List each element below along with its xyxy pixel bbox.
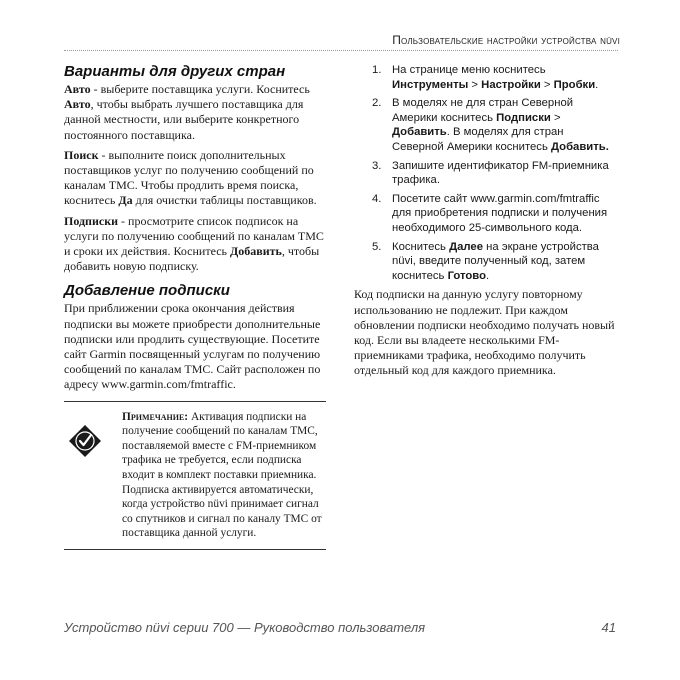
step-item [354, 240, 618, 284]
step-item [354, 63, 618, 92]
step-item [354, 159, 618, 188]
step-text-run: Запишите идентификатор FM-приемника трафика. [392, 159, 609, 187]
step-text-run: . В моделях для стран Северной Америки коснитесь [392, 126, 564, 153]
right-column [354, 63, 618, 384]
paragraph-subscriptions [64, 214, 326, 275]
paragraph-add-subscription: При приближении срока окончания действия подписки вы можете приобрести дополнительные подписки или продлить существующие. Посетите сайт Garmin посвященный услугам по получению сообщений по каналам TMC. Сайт расположен по адресу www.garmin.com/fmtraffic. [64, 301, 321, 392]
step-ui-term: Готово [447, 269, 487, 282]
step-number: 1. [372, 64, 382, 76]
section-heading-other-countries: Варианты для других стран [64, 63, 286, 80]
step-ui-term: Подписки [496, 111, 551, 124]
step-text [392, 159, 618, 188]
step-text-run: > [540, 78, 554, 91]
step-text-run: > [468, 78, 482, 91]
footer-title: Устройство nüvi серии 700 — Руководство пользователя [64, 620, 426, 635]
running-header [60, 33, 620, 47]
step-number: 4. [372, 192, 382, 205]
left-column [64, 63, 326, 550]
step-text [392, 63, 618, 92]
step-text-run: В моделях не для стран Северной Америки коснитесь [392, 97, 574, 124]
term-subscriptions: Подписки [64, 213, 119, 228]
term-yes: Да [118, 193, 133, 208]
text: для очистки таблицы поставщиков. [132, 193, 317, 208]
running-header-text: Пользовательские настройки устройства nüvi [392, 33, 620, 47]
step-ui-term: Далее [449, 240, 484, 253]
step-ui-term: Настройки [481, 78, 541, 91]
step-text-run: > [550, 111, 561, 124]
step-text [392, 240, 618, 284]
text: , чтобы выбрать лучшего поставщика для данной местности, или выберите конкретного постоянного поставщика. [64, 97, 304, 142]
note-box [64, 401, 326, 550]
paragraph-search [64, 148, 326, 209]
step-text-run: На странице меню коснитесь [392, 64, 546, 76]
term-add: Добавить [230, 244, 282, 259]
step-text [392, 192, 618, 236]
text: , чтобы добавить новую подписку. [64, 244, 320, 274]
text: - выполните поиск дополнительных поставщиков услуг по получению сообщений по каналам TMC. Чтобы продлить время поиска, коснитесь [64, 147, 314, 208]
section-heading-add-subscription: Добавление подписки [64, 282, 230, 300]
step-ui-term: Добавить [392, 126, 447, 139]
step-number: 3. [372, 159, 382, 172]
step-item [354, 96, 618, 154]
step-text-run: . [486, 269, 490, 282]
step-text-run: на экране устройства nüvi, введите полученный код, затем коснитесь [392, 240, 599, 282]
paragraph-closing: Код подписки на данную услугу повторному использованию не подлежит. При каждом обновлении подписки необходимо получать новый код. Если вы владеете несколькими FM-приемниками трафика, необходимо получить отдельный код для каждого приемника. [354, 287, 615, 378]
page-number: 41 [601, 620, 616, 635]
term-auto: Авто [64, 82, 91, 96]
step-text [392, 96, 618, 154]
step-ui-term: Инструменты [392, 78, 469, 91]
steps-list [354, 63, 618, 283]
step-ui-term: Добавить. [550, 140, 609, 153]
note-checkmark-icon [68, 424, 102, 458]
paragraph-auto [64, 82, 326, 143]
step-number: 5. [372, 240, 382, 253]
step-text-run: Коснитесь [392, 240, 450, 253]
text: - просмотрите список подписок на услуги по получению сообщений по каналам TMC и сроки их действия. Коснитесь [64, 213, 324, 259]
term-auto-inline: Авто [64, 97, 91, 112]
term-search: Поиск [64, 147, 99, 162]
step-ui-term: Пробки [553, 78, 596, 91]
note-text [122, 410, 326, 541]
note-label: Примечание: [122, 410, 189, 423]
header-divider [64, 50, 618, 51]
step-number: 2. [372, 97, 382, 110]
step-text-run: . [595, 78, 599, 91]
note-body: Активация подписки на получение сообщений по каналам TMC, поставляемой вместе с FM-приемником трафика не требуется, если подписка входит в комплект поставки приемника. Подписка активируется автоматически, когда устройство nüvi принимает сигнал со спутников и сигнал по каналу TMC от поставщика данной услуги. [122, 410, 322, 540]
step-text-run: Посетите сайт www.garmin.com/fmtraffic для приобретения подписки и получения необходимого 25-символьного кода. [392, 192, 608, 234]
text: - выберите поставщика услуги. Коснитесь [90, 82, 310, 96]
step-item [354, 192, 618, 236]
